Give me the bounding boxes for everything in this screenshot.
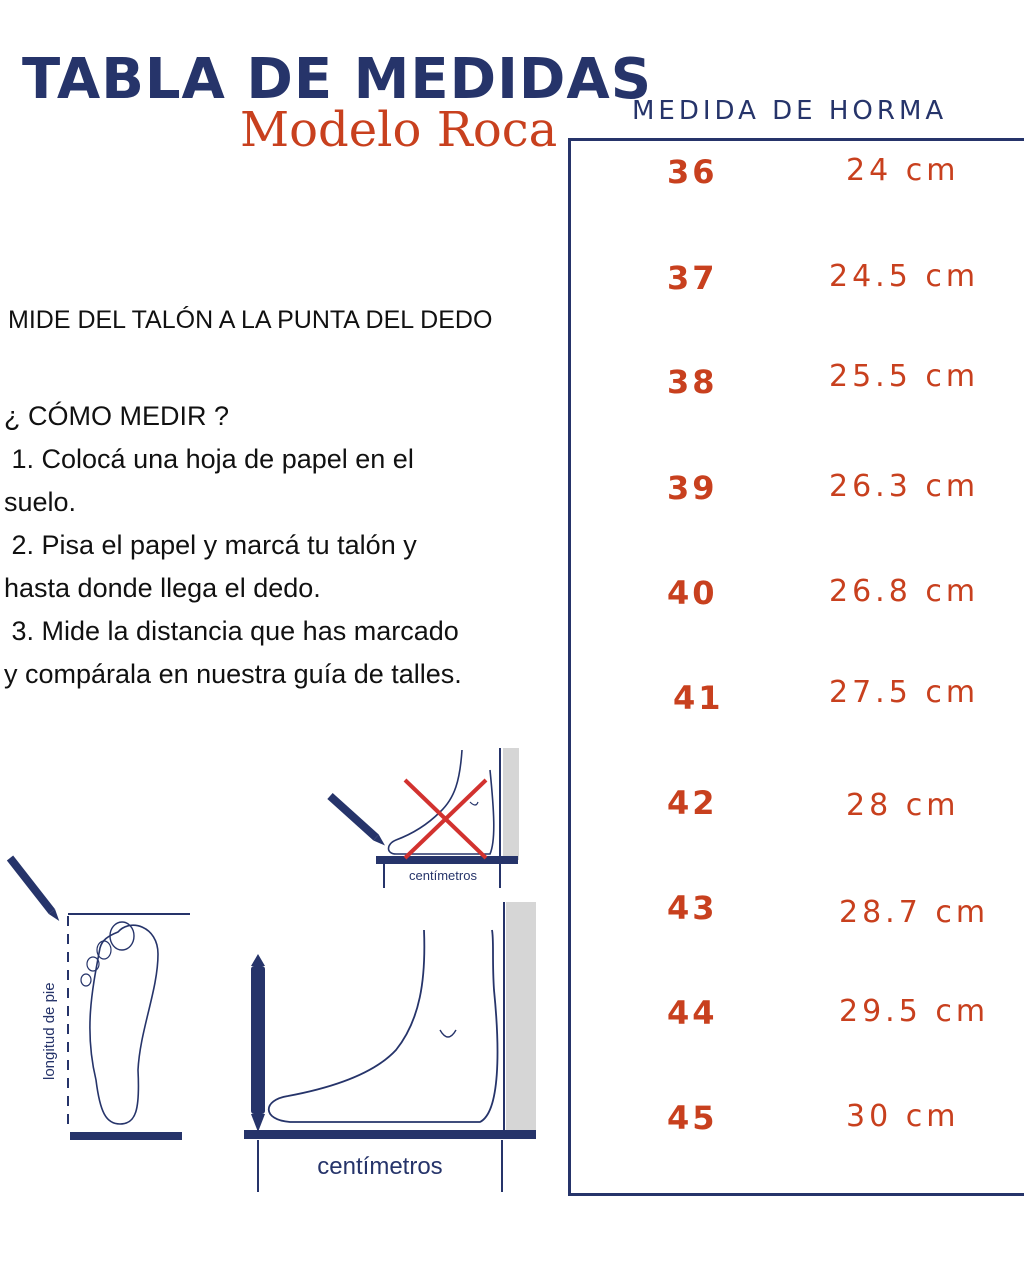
size-number: 36 [667,153,718,191]
horma-column-header: MEDIDA DE HORMA [632,96,948,126]
size-number: 38 [667,363,718,401]
size-row [571,675,1024,739]
side-measure-figure [244,902,536,1192]
pencil-icon [251,954,265,1132]
size-row [571,469,1024,529]
pencil-icon [7,856,63,924]
how-to-line: y compárala en nuestra guía de talles. [4,659,462,689]
foot-length-label: longitud de pie [41,982,58,1080]
size-number: 37 [667,259,718,297]
floor-left [70,1132,182,1140]
sole-measure-figure [7,856,190,1140]
wrong-cross-icon [405,780,486,858]
wrong-measure-figure [327,748,519,888]
cm-label-large: centímetros [317,1153,443,1180]
model-subtitle: Modelo Roca [240,102,558,158]
size-table [568,138,1024,1196]
floor-small [376,856,518,864]
size-row [571,889,1024,949]
how-to-line: hasta donde llega el dedo. [4,573,321,603]
size-number: 45 [667,1099,718,1137]
how-to-line: 2. Pisa el papel y marcá tu talón y [4,530,417,560]
size-length: 28.7 cm [839,895,990,930]
size-length: 29.5 cm [839,994,990,1029]
size-row [571,574,1024,634]
size-row [571,1099,1024,1159]
page-title: TABLA DE MEDIDAS [22,47,653,112]
how-to-measure [4,395,544,696]
wall-small [503,748,519,860]
measuring-illustration [0,740,560,1210]
size-length: 27.5 cm [829,675,980,710]
size-number: 44 [667,994,718,1032]
size-number: 42 [667,784,718,822]
pencil-icon [327,793,387,848]
how-to-line: 1. Colocá una hoja de papel en el [4,444,414,474]
size-length: 26.3 cm [829,469,980,504]
size-length: 30 cm [846,1099,960,1134]
how-to-line: suelo. [4,487,77,517]
how-to-title: ¿ CÓMO MEDIR ? [4,401,230,431]
floor-large [244,1130,536,1139]
size-length: 24 cm [846,153,960,188]
foot-side-icon [269,930,498,1122]
size-number: 40 [667,574,718,612]
size-number: 43 [667,889,718,927]
size-length: 28 cm [846,788,960,823]
size-length: 26.8 cm [829,574,980,609]
wall-large [506,902,536,1134]
how-to-line: 3. Mide la distancia que has marcado [4,616,459,646]
cm-label-small: centímetros [409,868,477,883]
size-row [571,784,1024,844]
size-number: 41 [673,679,724,717]
size-row [571,259,1024,319]
size-length: 25.5 cm [829,359,980,394]
measure-instruction: MIDE DEL TALÓN A LA PUNTA DEL DEDO [8,306,493,334]
size-row [571,994,1024,1054]
size-length: 24.5 cm [829,259,980,294]
size-row [571,359,1024,423]
size-number: 39 [667,469,718,507]
size-row [571,153,1024,213]
foot-sole-icon [90,925,158,1124]
